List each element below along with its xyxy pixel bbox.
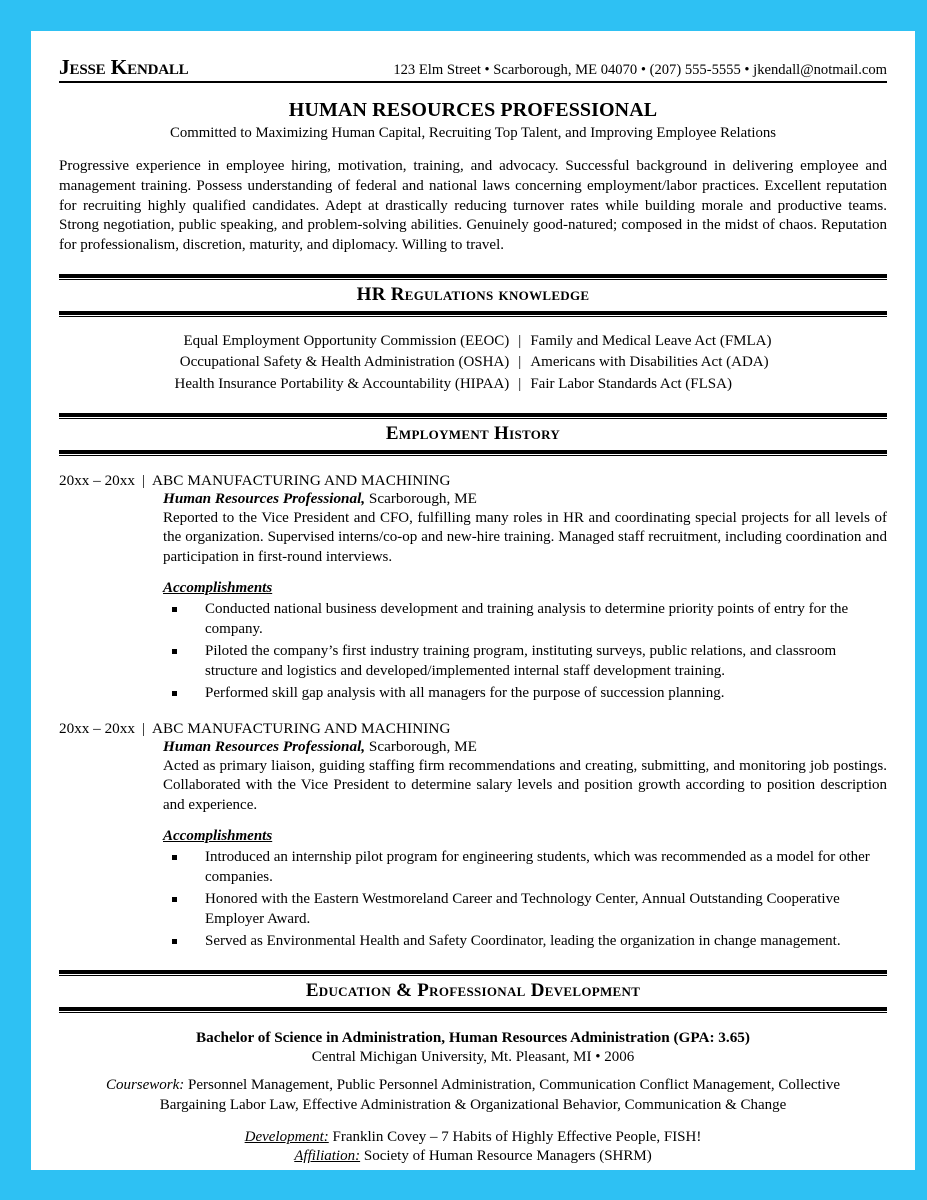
section-title-education: Education & Professional Development [305,979,641,1001]
accomplishments-list [59,848,887,952]
job-body [163,490,887,568]
development-label: Development: [244,1129,329,1146]
list-item: Occupational Safety & Health Administration (OSHA) [179,354,510,371]
square-bullet-icon [172,649,177,654]
list-item: Family and Medical Leave Act (FMLA) [530,332,772,349]
job-dates: 20xx – 20xx [59,719,135,737]
section-education [59,970,887,1166]
accomplishments-label: Accomplishments [163,580,273,597]
accomplishments-list [59,600,887,704]
affiliation-label: Affiliation: [294,1148,361,1165]
professional-summary: Progressive experience in employee hiring, motivation, training, and advocacy. Successful background in delivering employee and management training. Possess understanding of federal and national laws concerning employment/labor practices. Excellent reputation for recruiting highly qualified candidates. Adept at drastically reducing turnover rates while building morale and productive teams. Strong negotiation, public speaking, and problem-solving abilities. Genuinely good-natured; composed in the midst of chaos. Reputation for professionalism, discretion, maturity, and diplomacy. Willing to travel. [59,158,887,254]
regulations-list [59,331,887,395]
square-bullet-icon [172,939,177,944]
headline-title: HUMAN RESOURCES PROFESSIONAL [288,99,658,121]
list-item [163,642,887,681]
job-header [59,472,887,490]
job-body [163,738,887,816]
affiliation-text: Society of Human Resource Managers (SHRM) [360,1148,652,1165]
development-text: Franklin Covey – 7 Habits of Highly Effective People, FISH! [328,1129,702,1146]
separator-pipe: | [518,332,522,349]
job-entry [59,720,887,952]
list-item-text: Conducted national business development and training analysis to determine priority points of entry for the company. [205,601,849,637]
job-title-line [163,738,887,756]
section-rule-bottom [59,1007,887,1013]
list-item-text: Honored with the Eastern Westmoreland Career and Technology Center, Annual Outstanding Cooperative Employer Award. [205,891,840,927]
job-location: Scarborough, ME [365,737,477,755]
coursework-text: Personnel Management, Public Personnel Administration, Communication Conflict Management, Collective Bargaining Labor Law, Effective Administration & Organizational Behavior, Communication & Change [159,1076,841,1113]
section-rule-bottom [59,450,887,456]
separator-pipe: | [518,354,522,371]
education-coursework [59,1076,887,1116]
regulations-right-column [530,331,771,395]
job-header [59,720,887,738]
list-item [163,890,887,929]
square-bullet-icon [172,855,177,860]
headline-tagline: Committed to Maximizing Human Capital, Recruiting Top Talent, and Improving Employee Relations [169,125,776,141]
section-title-regulations: HR Regulations knowledge [356,283,590,305]
list-item [163,600,887,639]
regulations-left-column [174,331,509,395]
job-dates: 20xx – 20xx [59,471,135,489]
job-description: Reported to the Vice President and CFO, fulfilling many roles in HR and coordinating special projects for all levels of the organization. Supervised interns/co-op and new-hire training. Managed staff recruitment, including coordination and participation in first-round interviews. [163,509,887,565]
square-bullet-icon [172,607,177,612]
section-rule-bottom [59,311,887,317]
section-hr-regulations [59,274,887,395]
list-item: Equal Employment Opportunity Commission (EEOC) [183,332,510,349]
resume-page [31,31,915,1170]
list-item [163,684,887,704]
accomplishments-label: Accomplishments [163,828,273,845]
section-title-employment: Employment History [385,422,561,444]
list-item-text: Piloted the company’s first industry training program, instituting surveys, public relations, and classroom structure and logistics and developed/implemented internal staff development training. [205,643,837,679]
job-company: ABC MANUFACTURING AND MACHINING [151,471,451,489]
candidate-name: Jesse Kendall [59,55,189,79]
education-school: Central Michigan University, Mt. Pleasant, MI • 2006 [311,1048,635,1065]
section-employment-history [59,413,887,952]
job-title: Human Resources Professional, [163,489,366,507]
job-location: Scarborough, ME [365,489,477,507]
list-item: Fair Labor Standards Act (FLSA) [530,375,732,392]
list-item-text: Served as Environmental Health and Safety Coordinator, leading the organization in change management. [205,933,841,950]
list-item-text: Performed skill gap analysis with all managers for the purpose of succession planning. [205,685,725,702]
regulations-separator-column [509,331,530,395]
list-item [163,848,887,887]
list-item-text: Introduced an internship pilot program for engineering students, which was recommended as a model for other companies. [205,849,870,885]
education-block [59,1029,887,1166]
coursework-label: Coursework: [105,1076,185,1093]
list-item: Health Insurance Portability & Accountability (HIPAA) [174,375,510,392]
job-title: Human Resources Professional, [163,737,366,755]
resume-header [59,55,887,83]
job-entry [59,472,887,704]
contact-line: 123 Elm Street • Scarborough, ME 04070 • (207) 555-5555 • jkendall@notmail.com [393,62,887,78]
list-item [163,932,887,952]
job-company: ABC MANUFACTURING AND MACHINING [151,719,451,737]
education-degree: Bachelor of Science in Administration, Human Resources Administration (GPA: 3.65) [196,1028,750,1046]
list-item: Americans with Disabilities Act (ADA) [530,354,769,371]
square-bullet-icon [172,897,177,902]
education-development [59,1129,887,1146]
education-affiliation [59,1148,887,1165]
job-separator: | [141,471,145,489]
square-bullet-icon [172,691,177,696]
separator-pipe: | [518,375,522,392]
job-title-line [163,490,887,508]
job-separator: | [141,719,145,737]
job-description: Acted as primary liaison, guiding staffing firm recommendations and creating, submitting, and monitoring job postings. Collaborated with the Vice President to determine salary levels and position growth according to position description and experience. [163,757,887,813]
